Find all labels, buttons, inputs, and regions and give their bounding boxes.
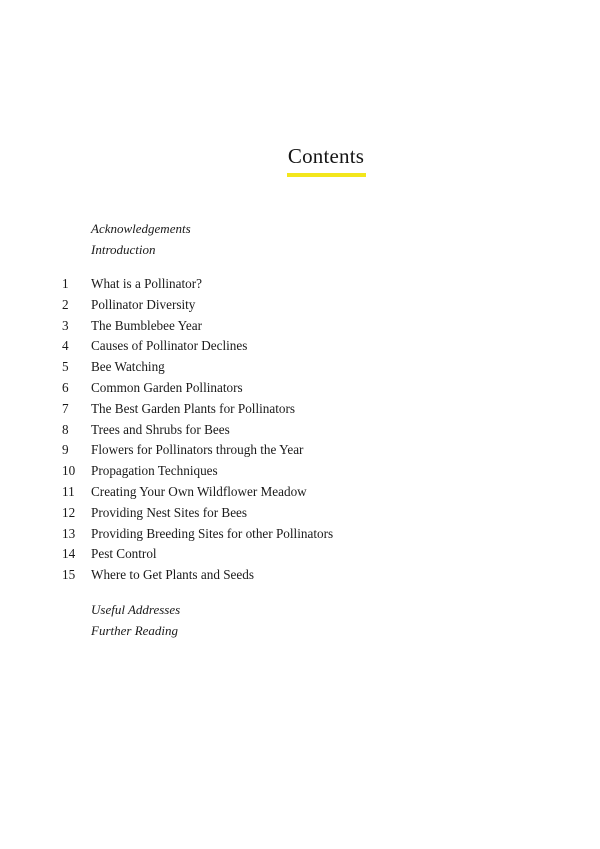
chapter-entry (62, 420, 333, 441)
chapter-entry (62, 316, 333, 337)
chapter-number: 2 (62, 296, 69, 312)
chapter-number: 15 (62, 567, 76, 583)
chapter-number: 9 (62, 442, 69, 458)
chapter-number: 13 (62, 525, 76, 541)
chapter-title: Providing Nest Sites for Bees (91, 504, 248, 520)
chapter-title: Where to Get Plants and Seeds (91, 567, 254, 583)
front-matter-item: Introduction (91, 241, 156, 257)
chapter-number: 6 (62, 379, 69, 395)
back-matter-item: Useful Addresses (91, 602, 181, 617)
chapter-title: Common Garden Pollinators (91, 379, 243, 395)
chapter-entry (62, 503, 333, 524)
chapter-number: 4 (62, 338, 69, 354)
chapter-number: 11 (62, 483, 75, 499)
chapter-entry (62, 357, 333, 378)
chapter-entry (62, 461, 333, 482)
chapter-entry (62, 544, 333, 565)
chapter-entry (62, 378, 333, 399)
chapter-number: 14 (62, 546, 76, 562)
chapter-number: 5 (62, 359, 69, 375)
chapter-number: 10 (62, 463, 76, 479)
chapter-number: 1 (62, 276, 69, 291)
page-title: Contents (287, 144, 365, 168)
chapter-list (62, 274, 333, 586)
chapter-title: Pollinator Diversity (91, 296, 196, 312)
back-matter-item: Further Reading (91, 622, 179, 638)
chapter-title: Bee Watching (91, 359, 165, 375)
title-underline (287, 173, 366, 177)
chapter-entry (62, 336, 333, 357)
chapter-title: What is a Pollinator? (91, 276, 202, 291)
chapter-title: Creating Your Own Wildflower Meadow (91, 483, 307, 499)
chapter-title: Propagation Techniques (91, 463, 218, 479)
chapter-entry (62, 399, 333, 420)
chapter-entry (62, 524, 333, 545)
front-matter-list (91, 219, 191, 260)
chapter-title: Causes of Pollinator Declines (91, 338, 248, 354)
chapter-number: 8 (62, 421, 69, 437)
chapter-number: 12 (62, 504, 76, 520)
chapter-title: Pest Control (91, 546, 157, 562)
chapter-number: 7 (62, 400, 69, 416)
chapter-entry (62, 295, 333, 316)
back-matter-list (91, 600, 180, 641)
chapter-entry (62, 440, 333, 461)
chapter-title: The Best Garden Plants for Pollinators (91, 400, 296, 416)
chapter-title: Providing Breeding Sites for other Pollinators (91, 525, 334, 541)
front-matter-item: Acknowledgements (91, 221, 191, 236)
chapter-number: 3 (62, 317, 69, 333)
chapter-title: Flowers for Pollinators through the Year (91, 442, 304, 458)
chapter-entry (62, 482, 333, 503)
chapter-title: Trees and Shrubs for Bees (91, 421, 230, 437)
chapter-title: The Bumblebee Year (91, 317, 202, 333)
chapter-entry (62, 274, 333, 295)
chapter-entry (62, 565, 333, 586)
